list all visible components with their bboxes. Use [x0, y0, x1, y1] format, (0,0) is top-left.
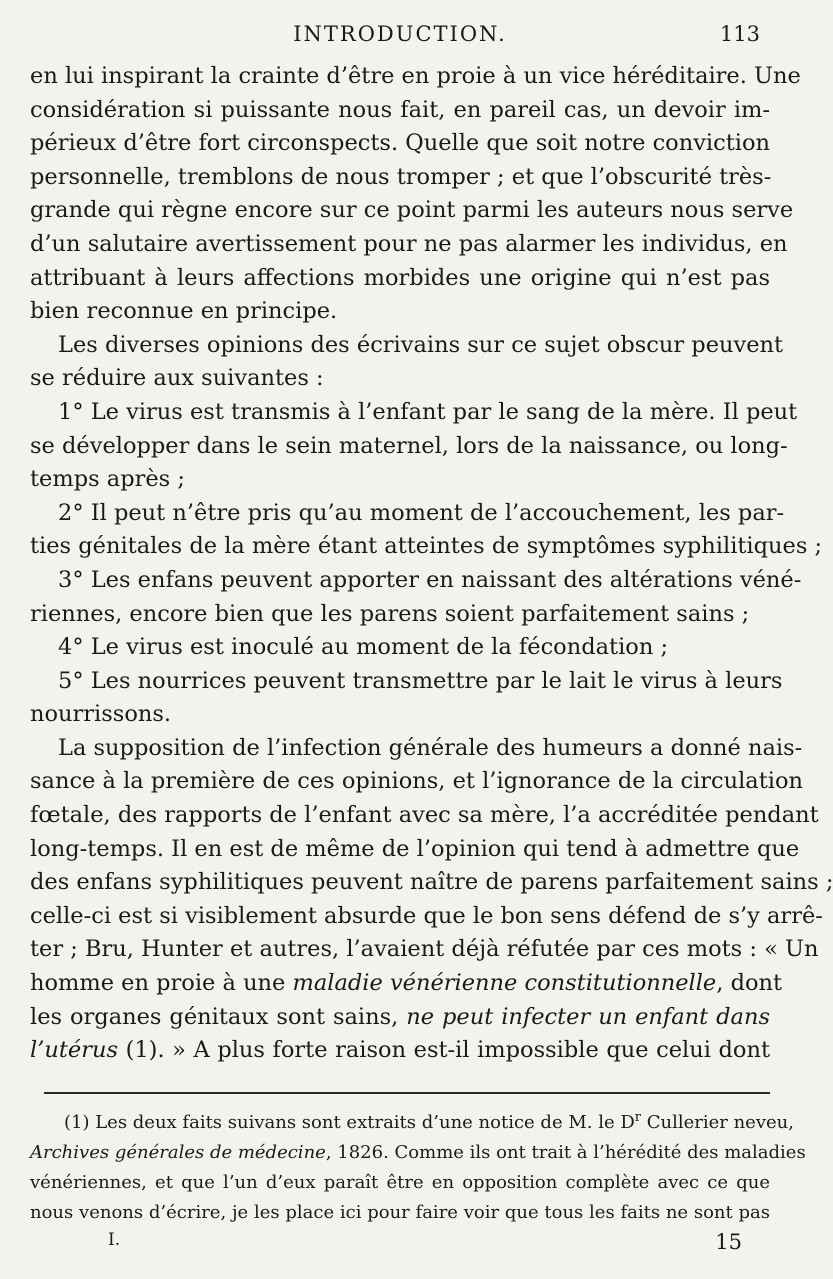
text-span: , 1826. Comme ils ont trait à l’hérédité des maladies	[325, 1142, 806, 1163]
italic-phrase: l’utérus	[30, 1037, 118, 1064]
footnote	[30, 1108, 806, 1228]
text-line: d’un salutaire avertissement pour ne pas alarmer les individus, en	[30, 230, 788, 257]
footnote-line	[30, 1138, 806, 1168]
text-span: (1) Les deux faits suivans sont extraits d’une notice de M. le D	[64, 1112, 635, 1133]
text-span: homme en proie à une	[30, 970, 293, 997]
list-item-1-line: 1° Le virus est transmis à l’enfant par le sang de la mère. Il peut	[58, 398, 798, 425]
text-line: considération si puissante nous fait, en pareil cas, un devoir im-	[30, 96, 770, 123]
footnote-line	[30, 1108, 794, 1138]
italic-phrase: ne peut infecter un enfant dans	[406, 1003, 770, 1030]
text-line: se développer dans le sein maternel, lors de la naissance, ou long-	[30, 432, 788, 459]
footnote-rule	[44, 1092, 770, 1094]
running-title: INTRODUCTION.	[293, 22, 507, 46]
text-line: périeux d’être fort circonspects. Quelle que soit notre conviction	[30, 130, 770, 157]
footnote-line: nous venons d’écrire, je les place ici pour faire voir que tous les faits ne sont pas	[30, 1202, 770, 1223]
list-item-4-line: 4° Le virus est inoculé au moment de la fécondation ;	[58, 634, 669, 661]
text-line: attribuant à leurs affections morbides une origine qui n’est pas	[30, 264, 770, 291]
text-line: grande qui règne encore sur ce point parmi les auteurs nous serve	[30, 197, 794, 224]
page-number: 113	[719, 22, 760, 46]
sheet-number: 15	[715, 1230, 742, 1254]
text-span: Cullerier neveu,	[640, 1112, 794, 1133]
footnote-line: vénériennes, et que l’un d’eux paraît être en opposition complète avec ce que	[30, 1172, 770, 1193]
list-item-5-line: 5° Les nourrices peuvent transmettre par le lait le virus à leurs	[58, 667, 783, 694]
page-footer	[30, 1230, 770, 1260]
list-item-2-line: 2° Il peut n’être pris qu’au moment de l’accouchement, les par-	[58, 499, 785, 526]
italic-phrase: Archives générales de médecine	[30, 1142, 326, 1163]
text-line	[30, 1001, 770, 1035]
text-line: personnelle, tremblons de nous tromper ; et que l’obscurité très-	[30, 163, 772, 190]
text-line: riennes, encore bien que les parens soient parfaitement sains ;	[30, 600, 750, 627]
text-line: long-temps. Il en est de même de l’opinion qui tend à admettre que	[30, 835, 800, 862]
text-line	[30, 1034, 770, 1068]
paragraph-start-line: Les diverses opinions des écrivains sur ce sujet obscur peuvent	[58, 331, 784, 358]
text-line: ter ; Bru, Hunter et autres, l’avaient déjà réfutée par ces mots : « Un	[30, 936, 819, 963]
text-line: se réduire aux suivantes :	[30, 365, 324, 392]
superscript: r	[634, 1110, 641, 1125]
text-line: fœtale, des rapports de l’enfant avec sa mère, l’a accréditée pendant	[30, 802, 819, 829]
text-span: (1). » A plus forte raison est-il impossible que celui dont	[118, 1037, 770, 1064]
text-span: , dont	[716, 970, 783, 997]
text-line: en lui inspirant la crainte d’être en proie à un vice héréditaire. Une	[30, 63, 801, 89]
paragraph-start-line: La supposition de l’infection générale des humeurs a donné nais-	[58, 734, 803, 761]
list-item-3-line: 3° Les enfans peuvent apporter en naissant des altérations véné-	[58, 566, 802, 593]
text-line: bien reconnue en principe.	[30, 298, 338, 325]
text-line: ties génitales de la mère étant atteintes de symptômes syphilitiques ;	[30, 533, 823, 560]
text-line: sance à la première de ces opinions, et l’ignorance de la circulation	[30, 768, 803, 795]
text-line: des enfans syphilitiques peuvent naître de parens parfaitement sains ;	[30, 869, 833, 896]
book-page	[30, 0, 833, 1279]
text-line	[30, 967, 783, 1001]
text-span: les organes génitaux sont sains,	[30, 1003, 407, 1030]
text-line: temps après ;	[30, 466, 185, 493]
text-line: celle-ci est si visiblement absurde que le bon sens défend de s’y arrê-	[30, 902, 823, 929]
body-text	[30, 60, 833, 1068]
text-line: nourrissons.	[30, 701, 172, 728]
running-header	[30, 22, 770, 52]
signature-mark: I.	[108, 1230, 121, 1250]
italic-phrase: maladie vénérienne constitutionnelle	[292, 970, 717, 997]
